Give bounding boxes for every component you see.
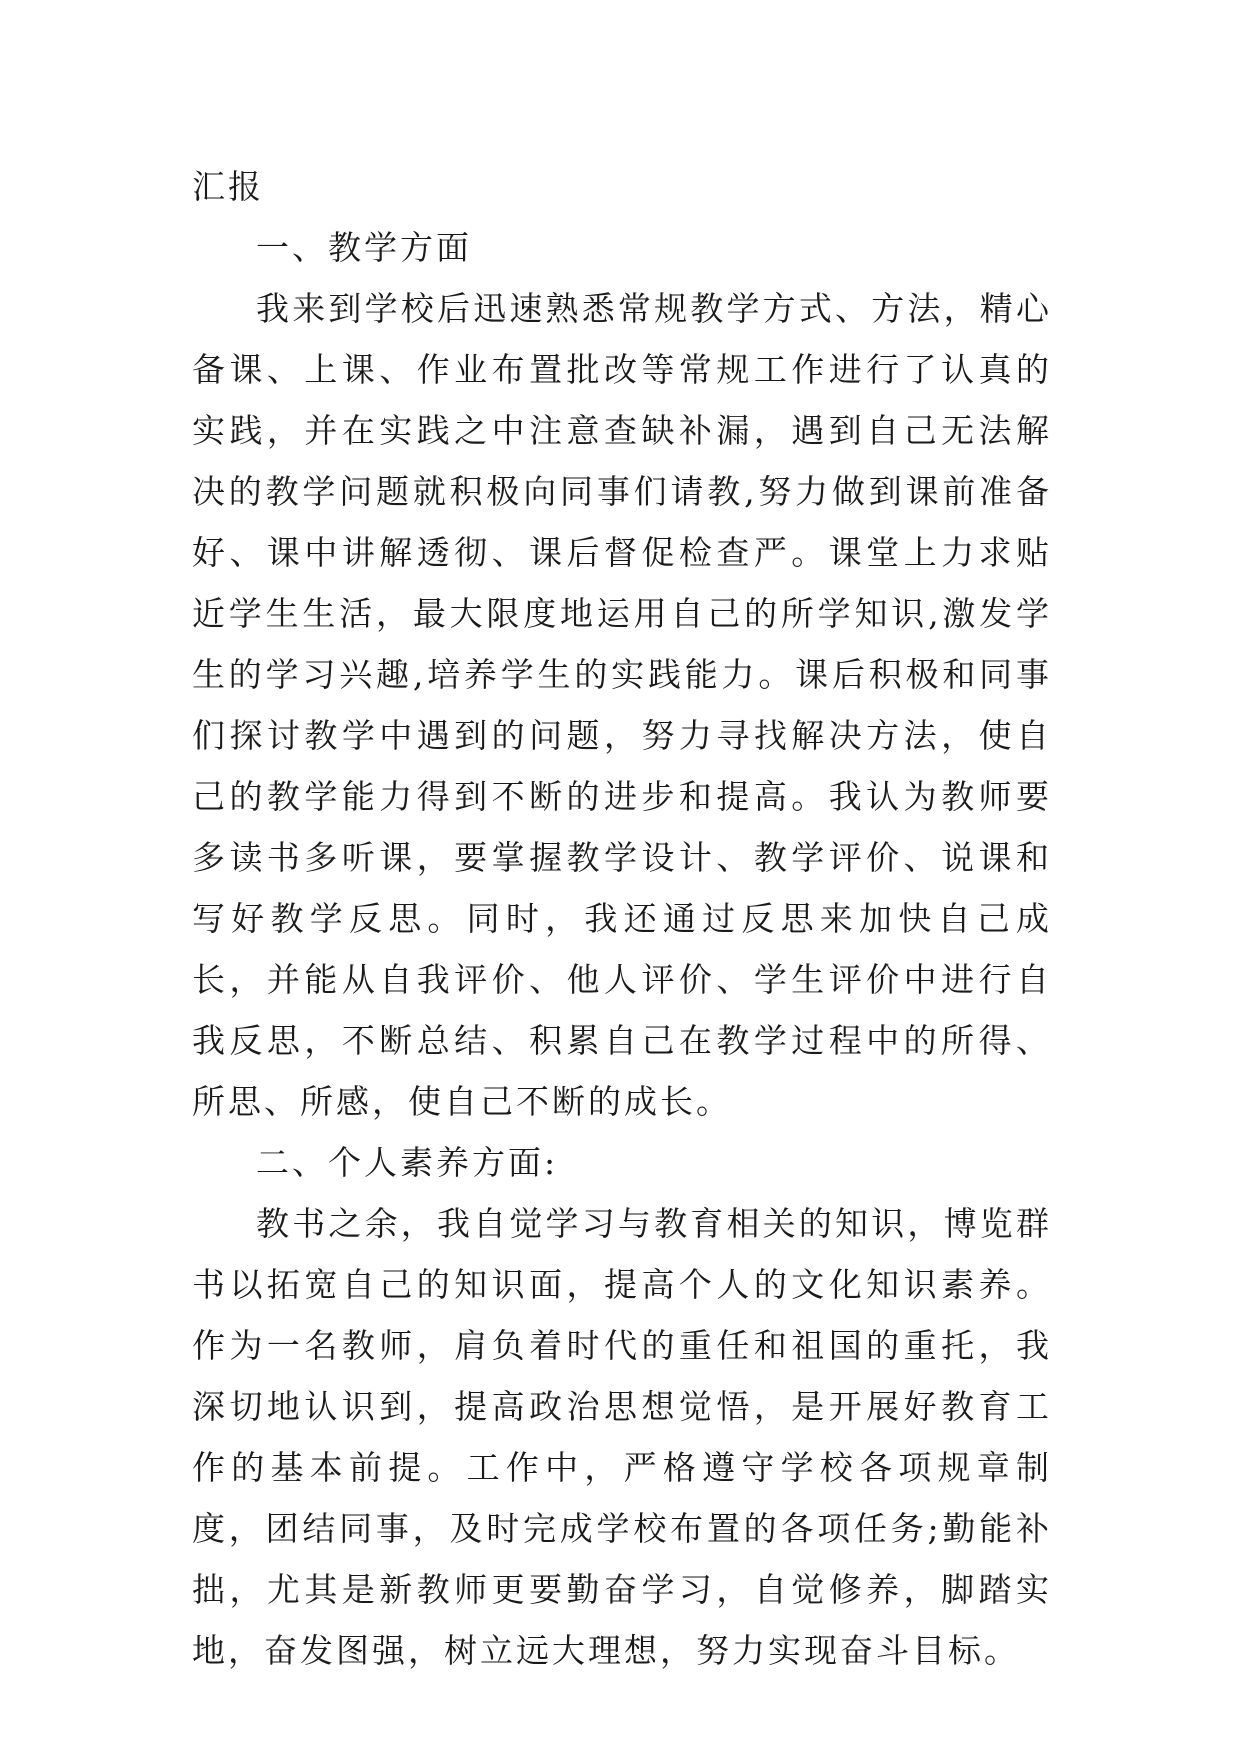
document-body — [192, 156, 1052, 1681]
paragraph-personal-quality: 教书之余，我自觉学习与教育相关的知识，博览群书以拓宽自己的知识面，提高个人的文化知识素养。作为一名教师，肩负着时代的重任和祖国的重托，我深切地认识到，提高政治思想觉悟，是开展好教育工作的基本前提。工作中，严格遵守学校各项规章制度，团结同事，及时完成学校布置的各项任务;勤能补拙，尤其是新教师更要勤奋学习，自觉修养，脚踏实地，奋发图强，树立远大理想，努力实现奋斗目标。 — [192, 1204, 1052, 1670]
paragraph-continuation: 汇报 — [192, 167, 264, 206]
section-heading-teaching: 一、教学方面 — [256, 228, 472, 267]
paragraph-teaching: 我来到学校后迅速熟悉常规教学方式、方法，精心备课、上课、作业布置批改等常规工作进行了认真的实践，并在实践之中注意查缺补漏，遇到自己无法解决的教学问题就积极向同事们请教,努力做到课前准备好、课中讲解透彻、课后督促检查严。课堂上力求贴近学生生活，最大限度地运用自己的所学知识,激发学生的学习兴趣,培养学生的实践能力。课后积极和同事们探讨教学中遇到的问题，努力寻找解决方法，使自己的教学能力得到不断的进步和提高。我认为教师要多读书多听课，要掌握教学设计、教学评价、说课和写好教学反思。同时，我还通过反思来加快自己成长，并能从自我评价、他人评价、学生评价中进行自我反思，不断总结、积累自己在教学过程中的所得、所思、所感，使自己不断的成长。 — [192, 289, 1052, 1121]
section-heading-personal-quality: 二、个人素养方面: — [256, 1143, 559, 1182]
